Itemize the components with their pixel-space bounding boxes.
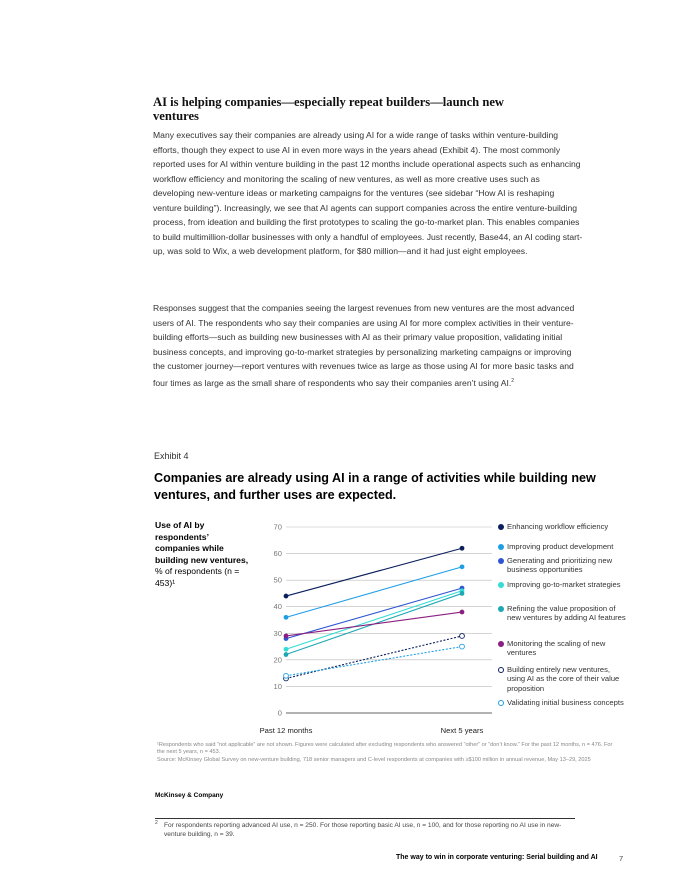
data-point: [284, 673, 289, 678]
body-paragraph-2: [153, 301, 583, 390]
data-point: [460, 644, 465, 649]
footnote-ref: 2: [511, 377, 515, 384]
series-line: [286, 636, 462, 679]
legend-label: Refining the value proposition of new ventures by adding AI features: [507, 604, 626, 623]
brand-wordmark: McKinsey & Company: [155, 792, 224, 799]
y-tick-label: 20: [273, 655, 282, 665]
legend-label: Enhancing workflow efficiency: [507, 522, 609, 531]
data-point: [284, 647, 289, 652]
section-heading: AI is helping companies—especially repeat builders—launch new ventures: [153, 95, 505, 123]
series-layer: [284, 546, 465, 681]
data-point: [460, 546, 465, 551]
legend-label: Improving go-to-market strategies: [507, 580, 621, 589]
series-1: [284, 564, 465, 619]
exhibit-footnote: ¹Respondents who said “not applicable” are not shown. Figures were calculated after excluding respondents who answered “other” or “don’t know.” For the past 12 months, n = 476. For the next 5 years, n = 453.: [157, 742, 613, 756]
y-tick-label: 0: [277, 708, 282, 718]
legend-label: Generating and prioritizing new business opportunities: [507, 556, 613, 575]
legend-marker: [498, 700, 504, 706]
legend-marker: [498, 524, 504, 530]
grid-layer: [274, 523, 492, 718]
series-line: [286, 591, 462, 649]
y-tick-label: 10: [273, 681, 282, 691]
data-point: [460, 634, 465, 639]
series-line: [286, 548, 462, 596]
footnote-text: For respondents reporting advanced AI use, n = 250. For those reporting basic AI use, n = 100, and for those reporting no AI use in new-venture building, n = 39.: [164, 822, 562, 838]
data-point: [284, 634, 289, 639]
y-tick-label: 30: [273, 628, 282, 638]
data-point: [284, 615, 289, 620]
page-number: 7: [619, 854, 624, 863]
series-line: [286, 588, 462, 638]
legend-marker: [498, 667, 504, 673]
y-tick-label: 60: [273, 549, 282, 559]
series-5: [284, 610, 465, 639]
x-axis-labels: [260, 726, 484, 735]
data-point: [460, 564, 465, 569]
legend-label: Improving product development: [507, 542, 614, 551]
legend-marker: [498, 641, 504, 647]
legend-label: Validating initial business concepts: [507, 698, 624, 707]
exhibit-notes: [157, 742, 617, 764]
chart-label-bold: Use of AI by respondents’ companies while building new ventures,: [155, 520, 249, 565]
data-point: [284, 652, 289, 657]
series-line: [286, 647, 462, 676]
x-tick-label: Past 12 months: [259, 726, 313, 735]
paragraph-2-text: Responses suggest that the companies seeing the largest revenues from new ventures are the most advanced users of AI. The respondents who say their companies are using AI for more complex activities in their venture-building efforts—such as building new businesses with AI as their primary value proposition, validating initial business concepts, and improving go-to-market strategies by personalizing marketing campaigns or improving the customer journey—report ventures with revenues twice as large as those using AI for more basic tasks and four times as large as the small share of respondents who say their companies aren’t using AI.: [153, 303, 575, 388]
line-chart: [240, 515, 500, 740]
exhibit-label: Exhibit 4: [154, 451, 189, 461]
data-point: [460, 610, 465, 615]
body-paragraph-1: Many executives say their companies are already using AI for a wide range of tasks within venture-building efforts, though they expect to use AI in even more ways in the years ahead (Exhibit 4). The most commonly reported uses for AI within venture building in the past 12 months include operational aspects such as enhancing workflow efficiency and monitoring the scaling of new ventures, as well as more creative uses such as developing new-venture ideas or marketing campaigns for the ventures (see sidebar “How AI is reshaping venture building”). Increasingly, we see that AI agents can support companies across the entire venture-building process, from ideation and building the first prototypes to scaling the go-to-market plan. This enables companies to build multimillion-dollar businesses with only a handful of employees. Just recently, Base44, an AI coding start-up, was sold to Wix, a web development platform, for $80 million—and it had just eight employees.: [153, 130, 583, 256]
series-7: [284, 644, 465, 678]
legend-marker: [498, 558, 504, 564]
series-line: [286, 612, 462, 636]
footnote-number: 2: [155, 820, 158, 826]
legend-marker: [498, 606, 504, 612]
data-point: [460, 591, 465, 596]
legend-label: Monitoring the scaling of new ventures: [507, 639, 606, 658]
page-footnote: [155, 821, 575, 839]
x-tick-label: Next 5 years: [440, 726, 484, 735]
exhibit-title: Companies are already using AI in a range of activities while building new ventures, and further uses are expected.: [154, 471, 596, 502]
legend-marker: [498, 544, 504, 550]
legend-label: Building entirely new ventures, using AI as the core of their value proposition: [507, 665, 620, 693]
chart-label-unit: % of respondents (n = 453)¹: [155, 566, 240, 588]
exhibit-source: Source: McKinsey Global Survey on new-venture building, 718 senior managers and C-level respondents at companies with ≥$100 million in annual revenue, May 13–29, 2025: [157, 756, 591, 763]
y-tick-label: 40: [273, 602, 282, 612]
running-title: The way to win in corporate venturing: Serial building and AI: [396, 854, 598, 861]
legend-marker: [498, 582, 504, 588]
y-tick-label: 70: [273, 522, 282, 532]
y-tick-label: 50: [273, 575, 282, 585]
footnote-divider: [155, 818, 575, 819]
series-line: [286, 567, 462, 617]
data-point: [284, 594, 289, 599]
